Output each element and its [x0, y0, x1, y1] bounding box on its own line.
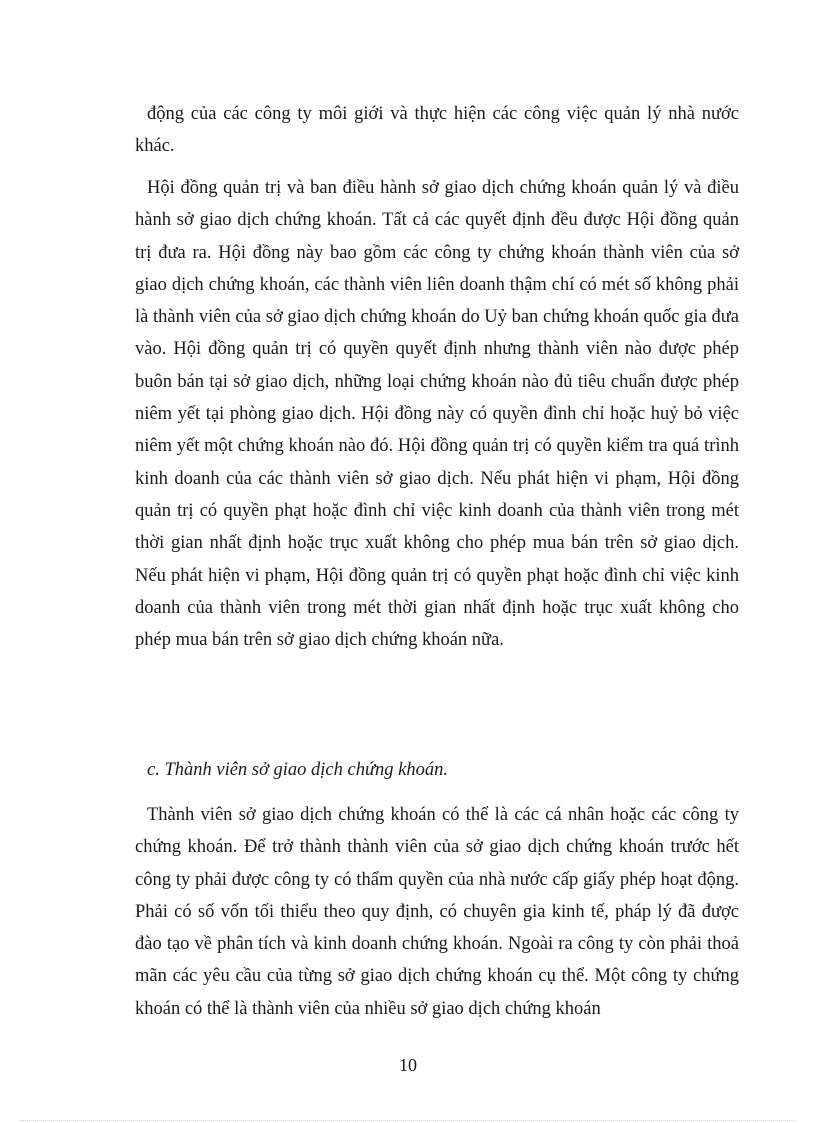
paragraph-exchange-members: Thành viên sở giao dịch chứng khoán có thể là các cá nhân hoặc các công ty chứng khoán. Để trở thành thành viên của sở giao dịch chứng khoán trước hết công ty phải được công ty có thẩm quyền của nhà nước cấp giấy phép hoạt động. Phải có số vốn tối thiểu theo quy định, có chuyên gia kinh tế, pháp lý đã được đào tạo về phân tích và kinh doanh chứng khoán. Ngoài ra công ty còn phải thoả mãn các yêu cầu của từng sở giao dịch chứng khoán cụ thể. Một công ty chứng khoán có thể là thành viên của nhiều sở giao dịch chứng khoán [135, 805, 739, 1019]
section-heading: c. Thành viên sở giao dịch chứng khoán. [147, 760, 449, 780]
page-bottom-edge [20, 1120, 796, 1121]
page-number: 10 [399, 1055, 417, 1075]
paragraph-continuation: động của các công ty môi giới và thực hiện các công việc quản lý nhà nước khác. [135, 104, 739, 157]
paragraph-board-of-directors: Hội đồng quản trị và ban điều hành sở giao dịch chứng khoán quản lý và điều hành sở giao dịch chứng khoán. Tất cả các quyết định đều được Hội đồng quản trị đưa ra. Hội đồng này bao gồm các công ty chứng khoán thành viên của sở giao dịch chứng khoán, các thành viên liên doanh thậm chí có mét số không phải là thành viên của sở giao dịch chứng khoán do Uỷ ban chứng khoán quốc gia đưa vào. Hội đồng quản trị có quyền quyết định nhưng thành viên nào được phép buôn bán tại sở giao dịch, những loại chứng khoán nào đủ tiêu chuẩn được phép niêm yết tại phòng giao dịch. Hội đồng này có quyền đình chỉ hoặc huỷ bỏ việc niêm yết một chứng khoán nào đó. Hội đồng quản trị có quyền kiểm tra quá trình kinh doanh của các thành viên sở giao dịch. Nếu phát hiện vi phạm, Hội đồng quản trị có quyền phạt hoặc đình chỉ việc kinh doanh của thành viên trong mét thời gian nhất định hoặc trục xuất không cho phép mua bán trên sở giao dịch. Nếu phát hiện vi phạm, Hội đồng quản trị có quyền phạt hoặc đình chỉ việc kinh doanh của thành viên trong mét thời gian nhất định hoặc trục xuất không cho phép mua bán trên sở giao dịch chứng khoán nữa. [135, 178, 739, 651]
